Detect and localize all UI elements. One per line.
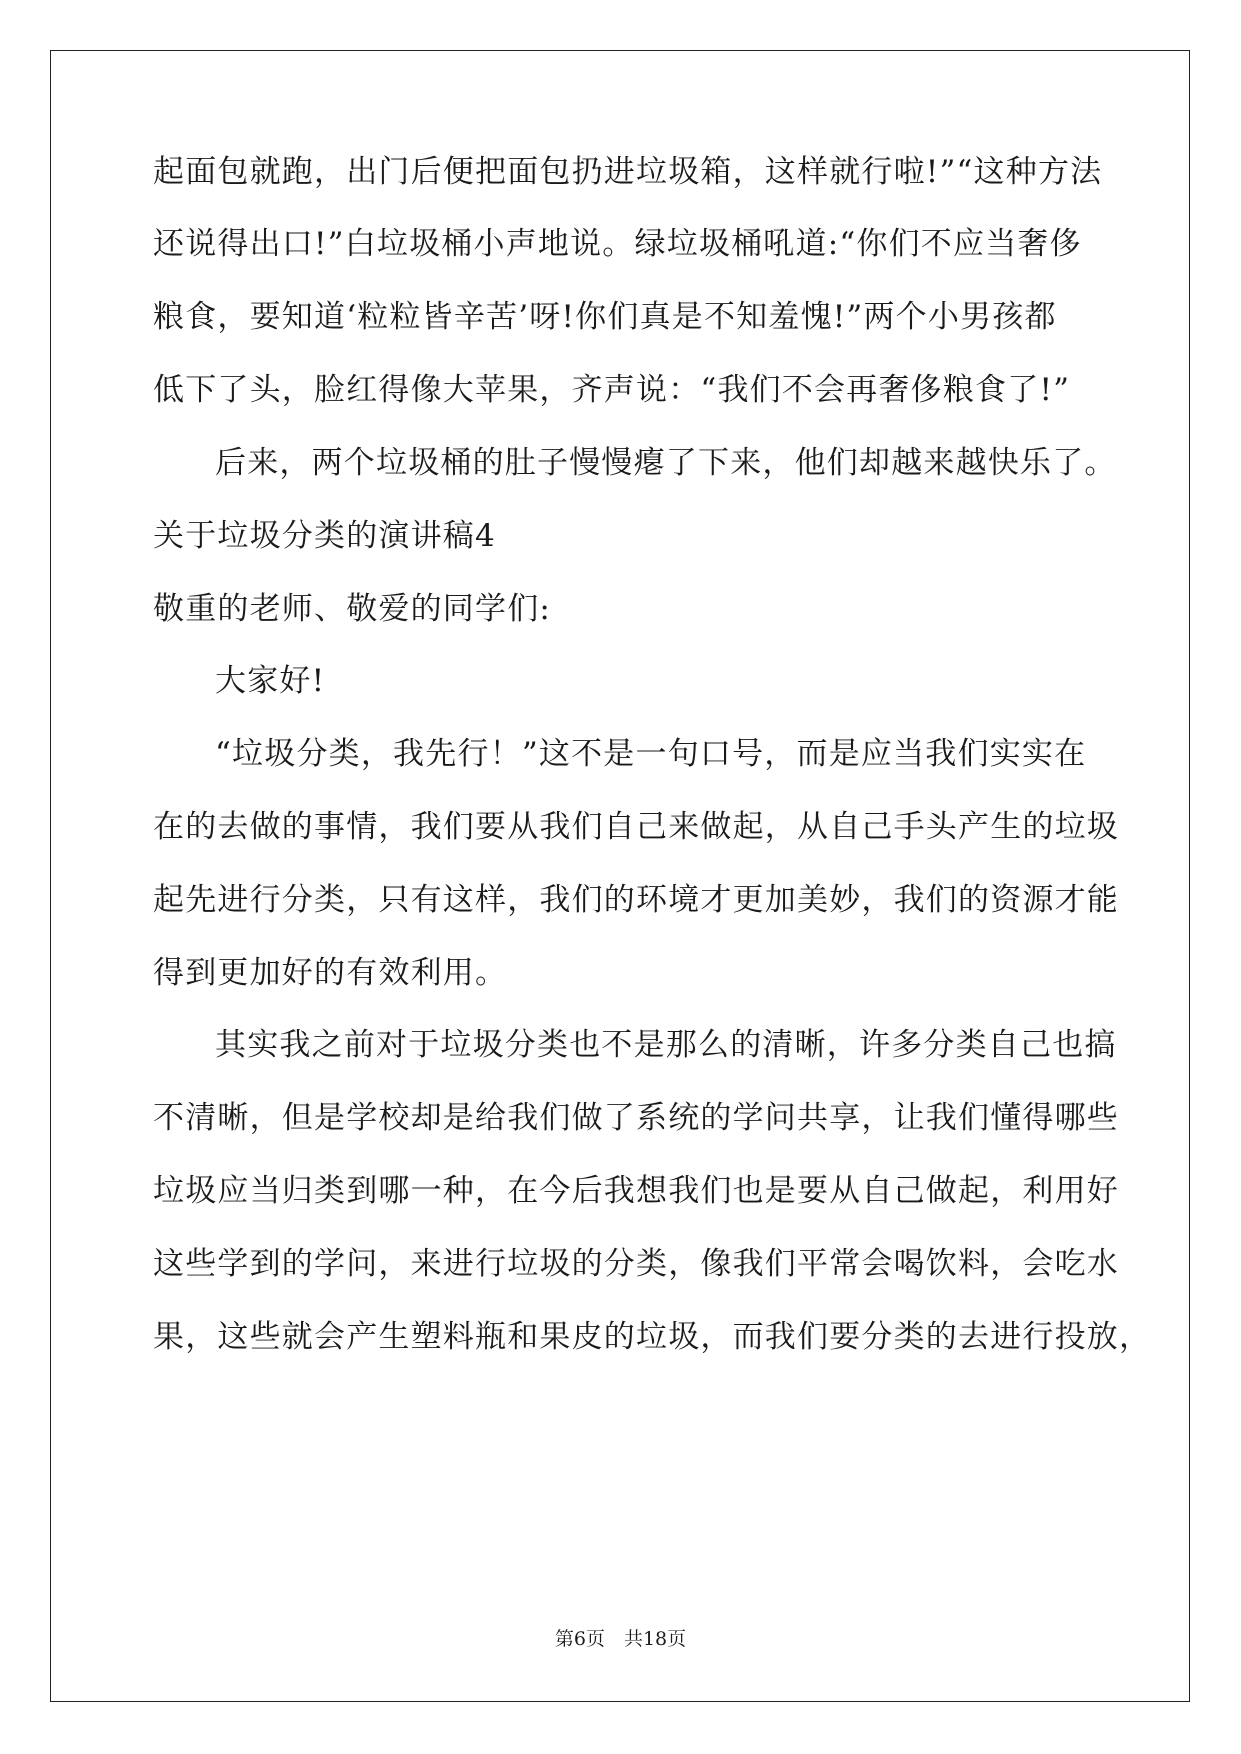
text-line: 粮食，要知道‘粒粒皆辛苦’呀!你们真是不知羞愧!”两个小男孩都 bbox=[153, 299, 1057, 335]
text-line: 垃圾应当归类到哪一种，在今后我想我们也是要从自己做起，利用好 bbox=[153, 1173, 1119, 1209]
page-number: 第6页 共18页 bbox=[554, 1628, 687, 1650]
text-line: 不清晰，但是学校却是给我们做了系统的学问共享，让我们懂得哪些 bbox=[153, 1100, 1119, 1136]
greeting: 大家好! bbox=[215, 663, 326, 699]
text-line: 在的去做的事情，我们要从我们自己来做起，从自己手头产生的垃圾 bbox=[153, 809, 1119, 845]
section-heading: 关于垃圾分类的演讲稿4 bbox=[153, 518, 496, 554]
text-line: 果，这些就会产生塑料瓶和果皮的垃圾，而我们要分类的去进行投放， bbox=[153, 1319, 1152, 1355]
text-line: 得到更加好的有效利用。 bbox=[153, 955, 508, 991]
salutation: 敬重的老师、敬爱的同学们: bbox=[153, 591, 552, 627]
text-line: 还说得出口!”白垃圾桶小声地说。绿垃圾桶吼道:“你们不应当奢侈 bbox=[153, 226, 1082, 262]
text-line: 起先进行分类，只有这样，我们的环境才更加美妙，我们的资源才能 bbox=[153, 882, 1119, 918]
text-line: 低下了头，脸红得像大苹果，齐声说：“我们不会再奢侈粮食了!” bbox=[153, 372, 1071, 408]
text-line: 这些学到的学问，来进行垃圾的分类，像我们平常会喝饮料，会吃水 bbox=[153, 1246, 1119, 1282]
text-line: 后来，两个垃圾桶的肚子慢慢瘪了下来，他们却越来越快乐了。 bbox=[215, 445, 1117, 481]
text-line: 起面包就跑，出门后便把面包扔进垃圾箱，这样就行啦!”“这种方法 bbox=[153, 154, 1103, 190]
text-line: “垃圾分类，我先行！”这不是一句口号，而是应当我们实实在 bbox=[215, 736, 1087, 772]
text-line: 其实我之前对于垃圾分类也不是那么的清晰，许多分类自己也搞 bbox=[215, 1027, 1117, 1063]
